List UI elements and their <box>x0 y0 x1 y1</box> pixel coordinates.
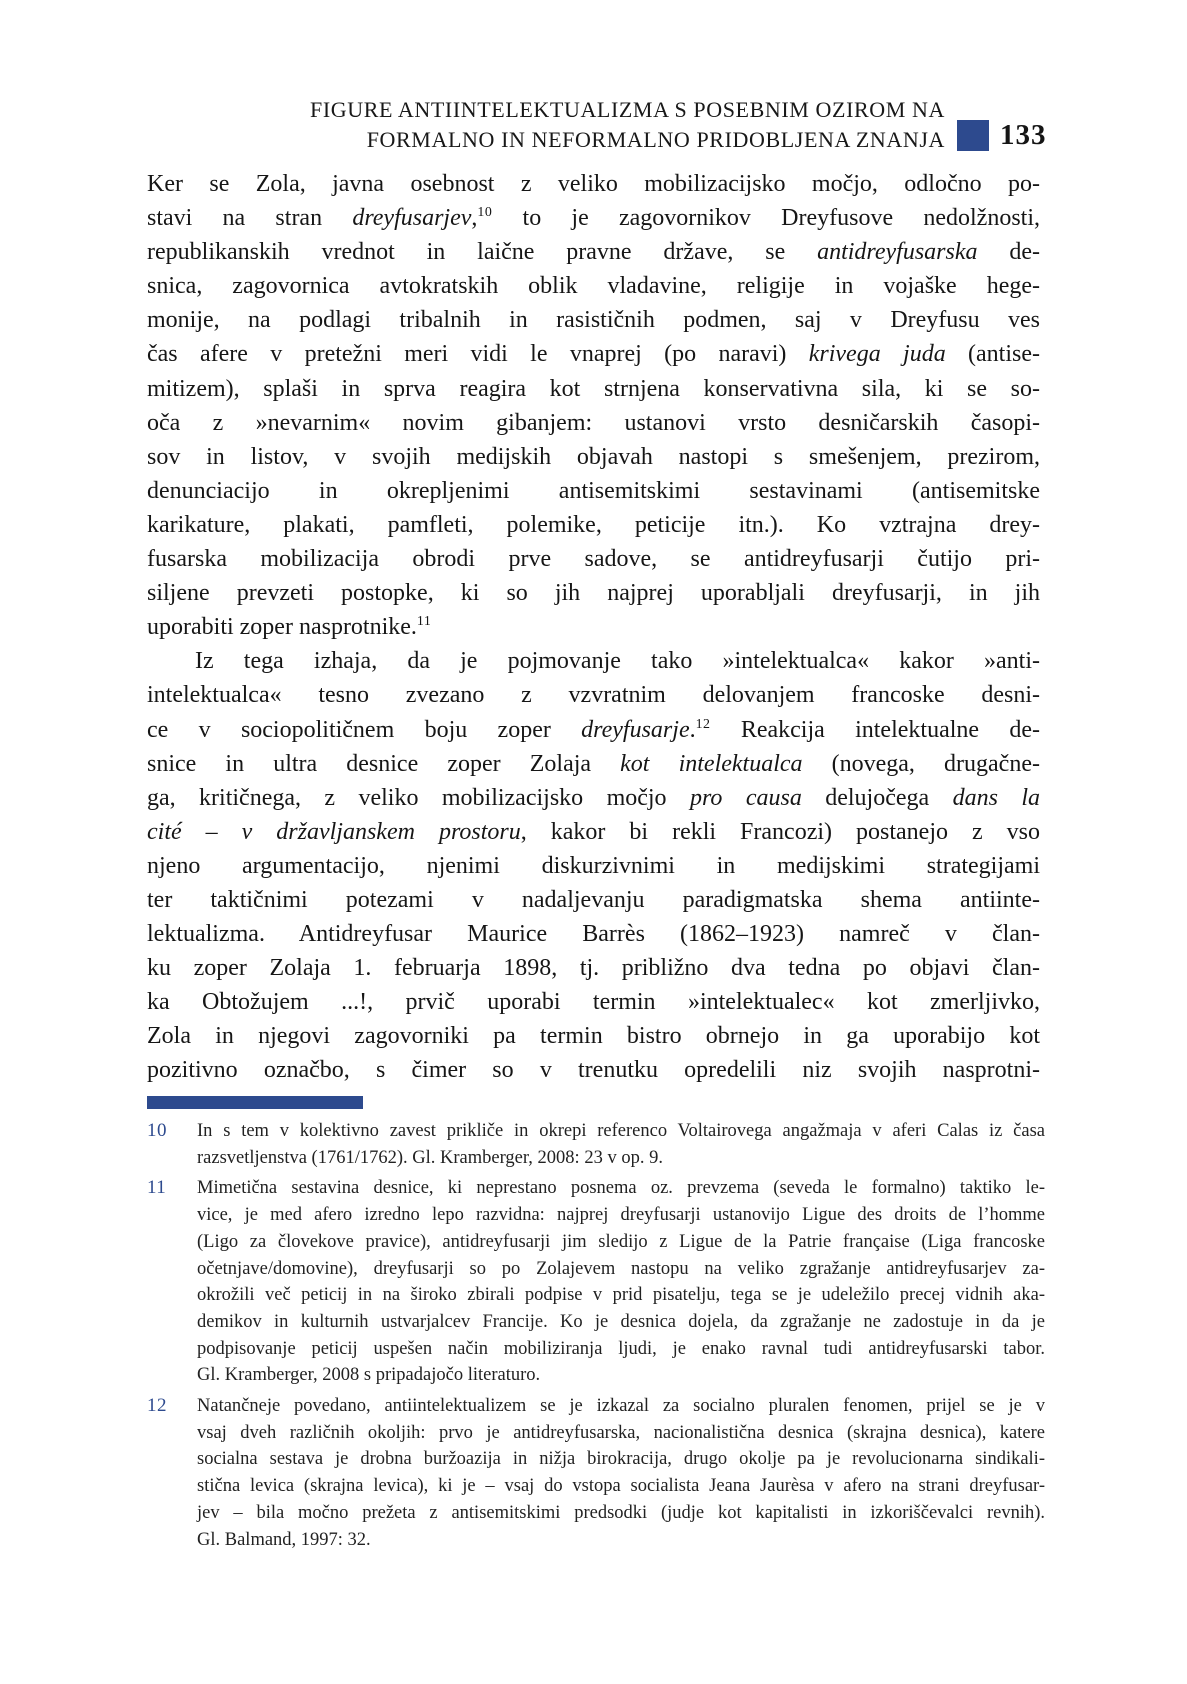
body-line: siljene prevzeti postopke, ki so jih najprej uporabljali dreyfusarji, in jih <box>147 580 1040 607</box>
footnote-line: socialna sestava je drobna buržoazija in nižja birokracija, drugo okolje pa je revolucionarna sindikali- <box>197 1449 1045 1470</box>
footnote-separator <box>147 1096 363 1109</box>
footnote-line: (Ligo za človekove pravice), antidreyfusarji jim sledijo z Ligue de la Patrie française (Liga francoske <box>197 1231 1045 1252</box>
footnote-number: 11 <box>147 1177 167 1199</box>
footnote-marker: 12 <box>695 716 711 732</box>
body-line: cité – v državljanskem prostoru, kakor bi rekli Francozi) postanejo z vso <box>147 818 1040 845</box>
footnote-text <box>197 1118 1045 1171</box>
body-text <box>147 167 1040 1088</box>
footnote-line: stična levica (skrajna levica), ki je – vsaj do vstopa socialista Jeana Jaurèsa v afero na strani dreyfusar- <box>197 1476 1045 1497</box>
footnote-marker: 10 <box>477 205 493 221</box>
footnote-line: razsvetljenstva (1761/1762). Gl. Kramberger, 2008: 23 v op. 9. <box>197 1147 663 1168</box>
footnote-line: okrožili več peticij in na široko zbirali podpise v prid pisatelju, tega se je udeležilo precej vidnih aka- <box>197 1285 1045 1306</box>
body-line: Iz tega izhaja, da je pojmovanje tako »intelektualca« kakor »anti- <box>195 648 1040 675</box>
footnote-item <box>147 1393 1045 1553</box>
body-line: stavi na stran dreyfusarjev,$^{10}$ to je zagovornikov Dreyfusove nedolžnosti, <box>147 205 1040 232</box>
footnote-number: 12 <box>147 1395 167 1417</box>
body-line: pozitivno označbo, s čimer so v trenutku opredelili niz svojih nasprotni- <box>147 1057 1040 1084</box>
body-paragraph <box>147 167 1040 644</box>
body-line: monije, na podlagi tribalnih in rasističnih podmen, saj v Dreyfusu ves <box>147 307 1040 334</box>
body-line: ka Obtožujem ...!, prvič uporabi termin »intelektualec« kot zmerljivko, <box>147 989 1040 1016</box>
footnote-line: Natančneje povedano, antiintelektualizem se je izkazal za socialno pluralen fenomen, prijel se je v <box>197 1396 1045 1417</box>
footnote-item <box>147 1175 1045 1389</box>
header-accent-square <box>957 120 989 151</box>
body-line: intelektualca« tesno zvezano z vzvratnim delovanjem francoske desni- <box>147 682 1040 709</box>
body-line: fusarska mobilizacija obrodi prve sadove, se antidreyfusarji čutijo pri- <box>147 546 1040 573</box>
body-line: čas afere v pretežni meri vidi le vnaprej (po naravi) krivega juda (antise- <box>147 341 1040 368</box>
page-number: 133 <box>1000 119 1047 151</box>
footnote-line: očetnjave/domovine), dreyfusarji so po Zolajevem nastopu na veliko zgražanje antidreyfusarjev za- <box>197 1258 1045 1279</box>
footnote-line: Gl. Kramberger, 2008 s pripadajočo literaturo. <box>197 1365 541 1386</box>
body-line: uporabiti zoper nasprotnike.$^{11}$ <box>147 614 432 641</box>
body-line: karikature, plakati, pamfleti, polemike, peticije itn.). Ko vztrajna drey- <box>147 511 1040 538</box>
body-line: ce v sociopolitičnem boju zoper dreyfusarje.$^{12}$ Reakcija intelektualne de- <box>147 716 1041 743</box>
body-line: lektualizma. Antidreyfusar Maurice Barrès (1862–1923) namreč v član- <box>147 921 1040 948</box>
running-head-line1: FIGURE ANTIINTELEKTUALIZMA S POSEBNIM OZIROM NA <box>309 97 945 122</box>
footnote-marker: 11 <box>416 614 432 630</box>
body-line: oča z »nevarnim« novim gibanjem: ustanovi vrsto desničarskih časopi- <box>147 409 1040 436</box>
running-head-line2: FORMALNO IN NEFORMALNO PRIDOBLJENA ZNANJA <box>366 127 945 152</box>
body-line: ku zoper Zolaja 1. februarja 1898, tj. približno dva tedna po objavi član- <box>147 955 1040 982</box>
footnote-line: In s tem v kolektivno zavest prikliče in okrepi referenco Voltairovega angažmaja v aferi Calas iz časa <box>197 1121 1045 1141</box>
footnote-number: 10 <box>147 1120 167 1141</box>
footnote-line: jev – bila močno prežeta z antisemitskimi predsodki (judje kot kapitalisti in izkoriščevalci revnih). <box>197 1502 1045 1523</box>
body-line: republikanskih vrednot in laične pravne države, se antidreyfusarska de- <box>147 239 1040 266</box>
footnote-line: vsaj dveh različnih okoljih: prvo je antidreyfusarska, nacionalistična desnica (skrajna desnica), katere <box>197 1422 1045 1443</box>
body-line: njeno argumentacijo, njenimi diskurzivnimi in medijskimi strategijami <box>147 852 1040 879</box>
footnote-line: podpisovanje peticij uspešen način mobiliziranja ljudi, je enako ravnal tudi antidreyfusarski tabor. <box>197 1338 1045 1359</box>
body-line: ter taktičnimi potezami v nadaljevanju paradigmatska shema antiinte- <box>147 886 1040 913</box>
body-line: mitizem), splaši in sprva reagira kot strnjena konservativna sila, ki se so- <box>147 375 1040 402</box>
body-line: Ker se Zola, javna osebnost z veliko mobilizacijsko močjo, odločno po- <box>147 171 1040 197</box>
footnote-line: Gl. Balmand, 1997: 32. <box>197 1529 371 1550</box>
body-line: snice in ultra desnice zoper Zolaja kot intelektualca (novega, drugačne- <box>147 750 1040 777</box>
footnote-line: vice, je med afero izredno lepo razvidna: najprej dreyfusarji ustanovijo Ligue des droits de l’homme <box>197 1205 1045 1226</box>
body-line: ga, kritičnega, z veliko mobilizacijsko močjo pro causa delujočega dans la <box>147 784 1041 811</box>
body-line: snica, zagovornica avtokratskih oblik vladavine, religije in vojaške hege- <box>147 273 1040 300</box>
footnotes <box>147 1118 1045 1557</box>
footnote-line: demikov in kulturnih ustvarjalcev Francije. Ko je desnica dojela, da zgražanje ne zadostuje in da je <box>197 1311 1045 1332</box>
body-line: Zola in njegovi zagovorniki pa termin bistro obrnejo in ga uporabijo kot <box>147 1023 1040 1050</box>
footnote-text <box>197 1393 1045 1553</box>
body-paragraph <box>147 644 1040 1087</box>
running-head <box>310 95 945 155</box>
footnote-line: Mimetična sestavina desnice, ki neprestano posnema oz. prevzema (seveda le formalno) taktiko le- <box>197 1178 1045 1199</box>
body-line: denunciacijo in okrepljenimi antisemitskimi sestavinami (antisemitske <box>147 477 1040 504</box>
body-line: sov in listov, v svojih medijskih objavah nastopi s smešenjem, prezirom, <box>147 443 1040 470</box>
footnote-text <box>197 1175 1045 1389</box>
footnote-item <box>147 1118 1045 1171</box>
